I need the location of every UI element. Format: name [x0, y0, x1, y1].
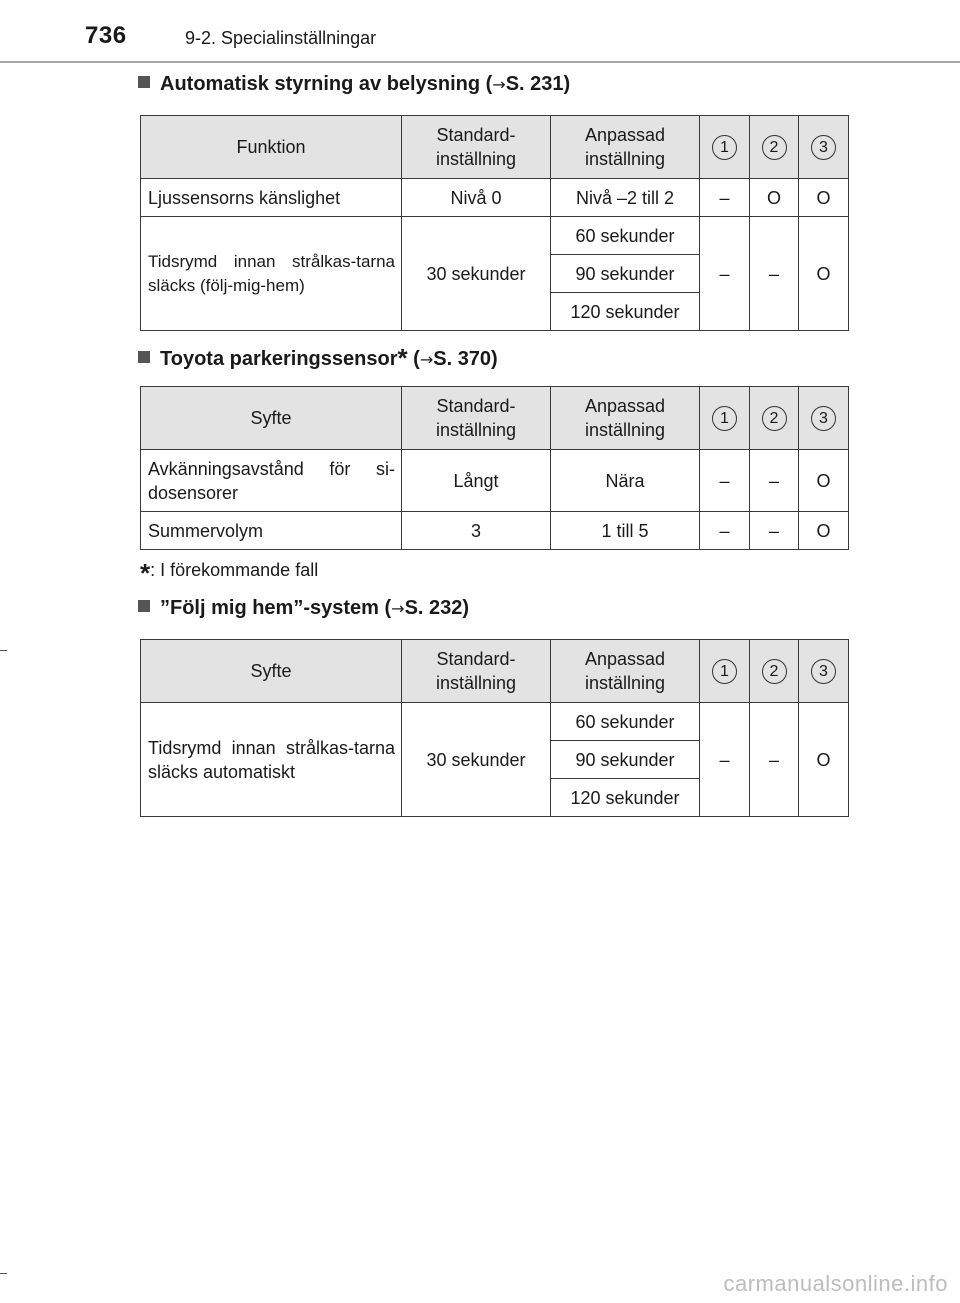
- col-1: [700, 387, 750, 450]
- watermark: carmanualsonline.info: [723, 1271, 948, 1296]
- arrow-right-icon: →: [419, 350, 434, 369]
- crop-mark: [0, 650, 7, 651]
- crop-mark: [0, 1273, 7, 1274]
- table-header-row: [141, 116, 849, 179]
- col-2: [750, 116, 799, 179]
- col-function: Funktion: [141, 116, 402, 179]
- table-lighting: [140, 115, 849, 331]
- bullet-square-icon: [138, 600, 150, 612]
- col-custom: Anpassad inställning: [551, 387, 700, 450]
- col-standard: Standard-inställning: [402, 640, 551, 703]
- col-2: [750, 387, 799, 450]
- table-row: Tidsrymd innan strålkas-tarna släcks automatiskt 30 sekunder 60 sekunder – – O: [141, 703, 849, 741]
- circled-number-3: 3: [811, 135, 836, 160]
- table-row: Summervolym 3 1 till 5 – – O: [141, 512, 849, 550]
- circled-number-1: 1: [712, 659, 737, 684]
- col-3: [799, 116, 849, 179]
- col-standard: Standard-inställning: [402, 387, 551, 450]
- col-1: [700, 116, 750, 179]
- bullet-square-icon: [138, 351, 150, 363]
- circled-number-2: 2: [762, 135, 787, 160]
- col-custom: Anpassad inställning: [551, 116, 700, 179]
- table-header-row: [141, 387, 849, 450]
- table-row: Ljussensorns känslighet Nivå 0 Nivå –2 till 2 – O O: [141, 179, 849, 217]
- arrow-right-icon: →: [492, 75, 506, 94]
- heading-parking-sensor: Toyota parkeringssensor* (→S. 370): [138, 343, 498, 374]
- heading-lighting: Automatisk styrning av belysning (→S. 231): [138, 73, 570, 96]
- bullet-square-icon: [138, 76, 150, 88]
- table-row: 90 sekunder: [141, 255, 849, 293]
- table-row: Avkänningsavstånd för si-dosensorer Långt Nära – – O: [141, 450, 849, 512]
- section-title: 9-2. Specialinställningar: [185, 28, 377, 48]
- table-row: Tidsrymd innan strålkas-tarna släcks (följ-mig-hem) 30 sekunder 60 sekunder – – O: [141, 217, 849, 255]
- col-standard: Standard-inställning: [402, 116, 551, 179]
- circled-number-2: 2: [762, 659, 787, 684]
- col-2: [750, 640, 799, 703]
- col-custom: Anpassad inställning: [551, 640, 700, 703]
- asterisk-mark: *: [140, 558, 151, 588]
- header-rule: [0, 61, 960, 63]
- col-3: [799, 387, 849, 450]
- table-parking-sensor: [140, 386, 849, 550]
- table-row: 120 sekunder: [141, 293, 849, 331]
- arrow-right-icon: →: [391, 599, 405, 618]
- circled-number-1: 1: [712, 135, 737, 160]
- col-purpose: Syfte: [141, 640, 402, 703]
- circled-number-1: 1: [712, 406, 737, 431]
- col-1: [700, 640, 750, 703]
- table-follow-me-home: [140, 639, 849, 817]
- col-purpose: Syfte: [141, 387, 402, 450]
- circled-number-2: 2: [762, 406, 787, 431]
- table-row: 90 sekunder: [141, 741, 849, 779]
- table-row: 120 sekunder: [141, 779, 849, 817]
- circled-number-3: 3: [811, 659, 836, 684]
- page-number: 736: [85, 22, 127, 49]
- table-header-row: [141, 640, 849, 703]
- asterisk-mark: *: [397, 343, 408, 373]
- footnote: *: I förekommande fall: [140, 558, 319, 588]
- col-3: [799, 640, 849, 703]
- heading-follow-me-home: ”Följ mig hem”-system (→S. 232): [138, 597, 469, 620]
- page-header: [0, 0, 960, 62]
- circled-number-3: 3: [811, 406, 836, 431]
